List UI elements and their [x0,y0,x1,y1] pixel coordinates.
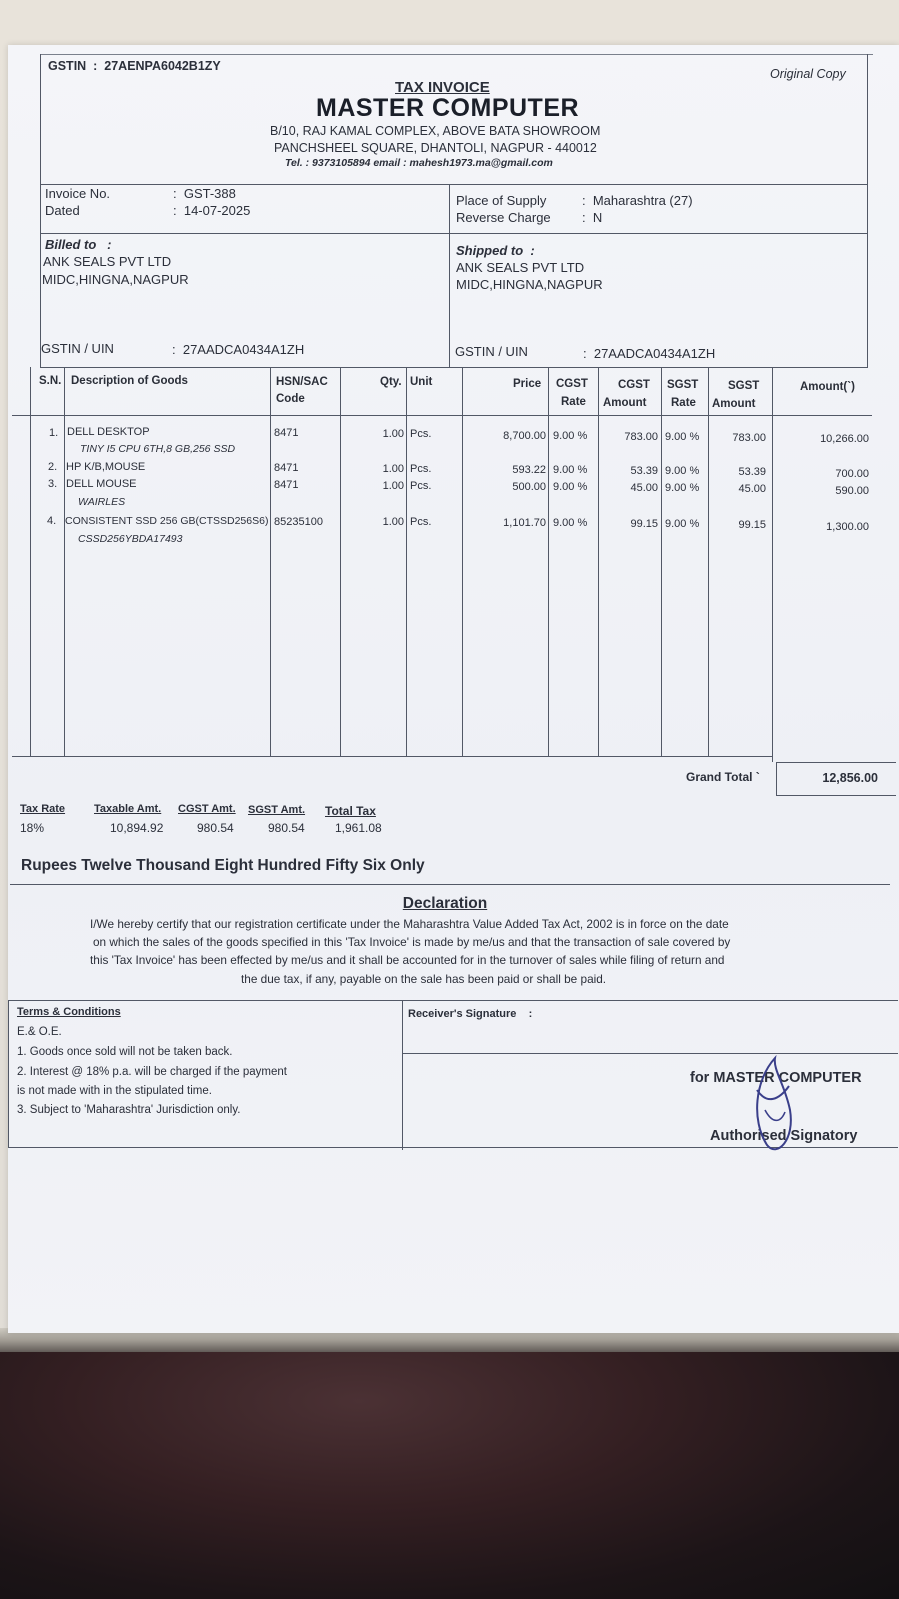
row1-amount: 10,266.00 [820,433,869,445]
tax-rate-header: Tax Rate [20,803,66,815]
row1-price: 8,700.00 [503,430,546,442]
terms-line-1: E.& O.E. [17,1026,62,1038]
declaration-line-2: on which the sales of the goods specified in this 'Tax Invoice' is made by me/us and that the transaction of sale covered by [93,935,731,949]
col-line-desc [64,367,65,757]
tax-rate-value: 18% [20,821,45,835]
shipped-to-label: Shipped to [456,243,524,258]
row3-cgst-rate: 9.00 % [553,481,588,493]
shipped-gstin-value: 27AADCA0434A1ZH [593,346,716,361]
outer-left-border-top [40,54,41,368]
grand-total-left-line [776,762,777,796]
cgst-amt-value: 980.54 [197,821,234,835]
total-tax-value: 1,961.08 [335,821,382,835]
gstin-value: 27AENPA6042B1ZY [104,59,221,73]
total-tax-header: Total Tax [325,804,376,818]
billed-to-name: ANK SEALS PVT LTD [43,254,172,269]
terms-mid-line [402,1000,403,1150]
row3-sn: 3. [48,478,58,490]
th-cgst-rate-1: CGST [556,378,588,390]
row2-amount: 700.00 [835,468,869,480]
address-line-2: PANCHSHEEL SQUARE, DHANTOLI, NAGPUR - 440012 [274,141,597,155]
row2-hsn: 8471 [274,462,299,474]
terms-line-4: is not made with in the stipulated time. [17,1085,212,1097]
dated-value: 14-07-2025 [183,203,251,218]
row3-cgst-amt: 45.00 [630,482,658,494]
col-line-unit [406,367,407,757]
receiver-signature-colon: : [528,1008,533,1020]
row4-amount: 1,300.00 [826,521,869,533]
doc-title: TAX INVOICE [395,79,490,96]
grand-total-top-line [776,762,896,763]
gstin-label: GSTIN [48,59,87,73]
sgst-amt-value: 980.54 [268,821,305,835]
th-sgst-amt-1: SGST [728,380,760,392]
row3-sgst-amt: 45.00 [738,483,766,495]
declaration-line-1: I/We hereby certify that our registration certificate under the Maharashtra Value Added Tax Act, 2002 is in force on the date [90,917,729,931]
terms-line-3: 2. Interest @ 18% p.a. will be charged if the payment [17,1066,287,1078]
col-line-hsn [270,367,271,757]
handwritten-signature [745,1050,805,1160]
row4-cgst-amt: 99.15 [630,518,658,530]
taxable-amt-header: Taxable Amt. [94,803,162,815]
row1-desc: DELL DESKTOP [67,426,150,438]
for-company-label: for MASTER COMPUTER [690,1070,862,1086]
row4-sgst-rate: 9.00 % [665,518,700,530]
shipped-to-address: MIDC,HINGNA,NAGPUR [456,277,603,292]
supply-label: Place of Supply [456,193,547,208]
terms-line-5: 3. Subject to 'Maharashtra' Jurisdiction only. [17,1104,241,1116]
th-sgst-amt-2: Amount [712,398,756,410]
row4-hsn: 85235100 [274,516,323,528]
row1-sub: TINY I5 CPU 6TH,8 GB,256 SSD [80,443,236,455]
row2-unit: Pcs. [410,463,432,475]
col-line-sn [30,367,31,757]
authorised-signatory-label: Authorised Signatory [710,1128,858,1144]
row3-price: 500.00 [512,481,546,493]
col-line-price [462,367,463,757]
row4-unit: Pcs. [410,516,432,528]
copy-label: Original Copy [770,67,846,81]
grand-total-bottom-line [776,795,896,796]
company-name: MASTER COMPUTER [316,94,580,122]
row3-desc: DELL MOUSE [66,478,137,490]
supply-value: Maharashtra (27) [592,193,693,208]
row3-unit: Pcs. [410,480,432,492]
row1-unit: Pcs. [410,428,432,440]
th-qty: Qty. [380,376,402,388]
meta-divider [40,233,868,234]
th-sgst-rate-1: SGST [667,379,699,391]
invoice-no-value: GST-388 [183,186,236,201]
billed-to-label: Billed to [45,237,97,252]
billed-shipped-divider [449,184,450,368]
row2-sn: 2. [48,461,58,473]
row2-cgst-amt: 53.39 [630,465,658,477]
row1-hsn: 8471 [274,427,299,439]
col-line-sgst-rate [661,367,662,757]
dark-fabric-background [0,1352,899,1599]
billed-gstin-label: GSTIN / UIN [41,341,114,356]
terms-title: Terms & Conditions [17,1006,121,1018]
header-divider [40,184,868,185]
th-hsn-2: Code [276,393,305,405]
billed-to-address: MIDC,HINGNA,NAGPUR [42,272,189,287]
th-amount: Amount(`) [800,381,855,393]
outer-right-border-top [867,54,868,368]
table-bottom-line [12,756,772,757]
words-divider [10,884,890,885]
terms-left-line [8,1000,9,1148]
declaration-title: Declaration [402,895,488,912]
th-hsn-1: HSN/SAC [276,376,328,388]
shipped-to-name: ANK SEALS PVT LTD [456,260,585,275]
th-sn: S.N. [39,375,62,387]
address-line-1: B/10, RAJ KAMAL COMPLEX, ABOVE BATA SHOWROOM [270,124,601,138]
row1-cgst-rate: 9.00 % [553,430,588,442]
row3-sgst-rate: 9.00 % [665,482,700,494]
col-line-qty [340,367,341,757]
sgst-amt-header: SGST Amt. [248,804,306,816]
contact-line: Tel. : 9373105894 email : mahesh1973.ma@gmail.com [285,157,553,169]
invoice-no-label: Invoice No. [45,186,111,201]
billed-gstin-value: 27AADCA0434A1ZH [182,342,305,357]
declaration-line-4: the due tax, if any, payable on the sale has been paid or shall be paid. [241,972,607,986]
party-divider [40,367,868,368]
receiver-divider [402,1053,898,1054]
declaration-line-3: this 'Tax Invoice' has been effected by me/us and it shall be accounted for in the turnover of sales while filing of return and [90,953,725,967]
th-cgst-amt-1: CGST [618,379,650,391]
amount-in-words: Rupees Twelve Thousand Eight Hundred Fifty Six Only [21,857,425,874]
terms-top-line [8,1000,898,1001]
th-cgst-amt-2: Amount [603,397,647,409]
col-line-sgst-amt [708,367,709,757]
taxable-amt-value: 10,894.92 [110,821,164,835]
reverse-label: Reverse Charge [456,210,551,225]
row4-sn: 4. [47,515,57,527]
row1-sgst-rate: 9.00 % [665,431,700,443]
col-line-amount [772,367,773,762]
row4-qty: 1.00 [382,516,404,528]
reverse-value: N [592,210,603,225]
row4-sub: CSSD256YBDA17493 [78,533,183,545]
shipped-gstin-label: GSTIN / UIN [455,344,528,359]
grand-total-value: 12,856.00 [822,771,878,785]
cgst-amt-header: CGST Amt. [178,803,236,815]
row1-sn: 1. [49,427,59,439]
row3-hsn: 8471 [274,479,299,491]
row2-desc: HP K/B,MOUSE [66,461,146,473]
row2-sgst-amt: 53.39 [738,466,766,478]
grand-total-label: Grand Total ` [686,770,760,784]
receiver-signature-label: Receiver's Signature [408,1008,517,1020]
row3-amount: 590.00 [835,485,869,497]
col-line-cgst-rate [548,367,549,757]
col-line-cgst-amt [598,367,599,757]
th-sgst-rate-2: Rate [671,397,696,409]
row4-price: 1,101.70 [503,517,546,529]
row1-sgst-amt: 783.00 [732,432,766,444]
outer-top-border [40,54,873,55]
th-cgst-rate-2: Rate [561,396,586,408]
row3-qty: 1.00 [382,480,404,492]
dated-label: Dated [45,203,80,218]
row3-sub: WAIRLES [78,496,126,508]
row2-cgst-rate: 9.00 % [553,464,588,476]
row4-sgst-amt: 99.15 [738,519,766,531]
row4-desc: CONSISTENT SSD 256 GB(CTSSD256S6) [65,515,269,527]
th-price: Price [513,378,542,390]
row2-qty: 1.00 [382,463,404,475]
row1-cgst-amt: 783.00 [624,431,658,443]
table-header-divider [12,415,872,416]
row2-price: 593.22 [512,464,546,476]
row2-sgst-rate: 9.00 % [665,465,700,477]
th-desc: Description of Goods [71,375,188,387]
terms-line-2: 1. Goods once sold will not be taken back. [17,1046,233,1058]
row4-cgst-rate: 9.00 % [553,517,588,529]
row1-qty: 1.00 [382,428,404,440]
th-unit: Unit [410,376,433,388]
